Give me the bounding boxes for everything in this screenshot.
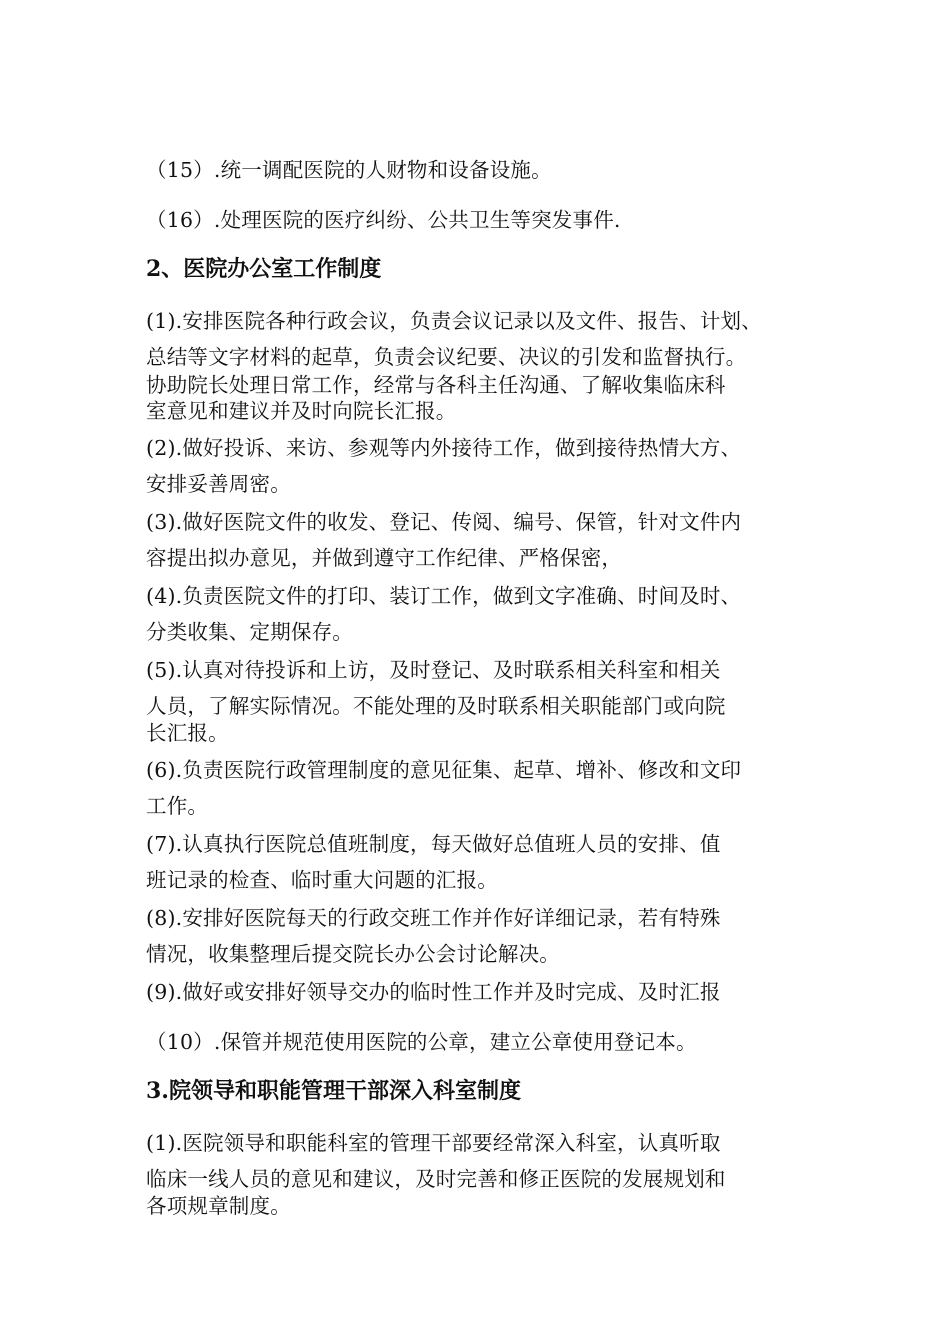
paragraph-line: 班记录的检查、临时重大问题的汇报。 <box>146 867 498 892</box>
paragraph-line: 协助院长处理日常工作，经常与各科主任沟通、了解收集临床科 <box>146 372 726 397</box>
paragraph-line: 容提出拟办意见，并做到遵守工作纪律、严格保密， <box>146 545 623 570</box>
paragraph-line: 各项规章制度。 <box>146 1193 291 1218</box>
paragraph-line: 分类收集、定期保存。 <box>146 619 353 644</box>
section-heading: 3.院领导和职能管理干部深入科室制度 <box>146 1078 521 1104</box>
paragraph-line: (7).认真执行医院总值班制度，每天做好总值班人员的安排、值 <box>146 831 721 856</box>
paragraph-line: (2).做好投诉、来访、参观等内外接待工作，做到接待热情大方、 <box>146 435 742 460</box>
paragraph-line: (3).做好医院文件的收发、登记、传阅、编号、保管，针对文件内 <box>146 509 742 534</box>
paragraph-line: (5).认真对待投诉和上访，及时登记、及时联系相关科室和相关 <box>146 657 721 682</box>
paragraph-line: 总结等文字材料的起草，负责会议纪要、决议的引发和监督执行。 <box>146 344 747 369</box>
paragraph-line: 室意见和建议并及时向院长汇报。 <box>146 398 457 423</box>
paragraph-line: （16）.处理医院的医疗纠纷、公共卫生等突发事件. <box>146 207 621 232</box>
paragraph-line: （10）.保管并规范使用医院的公章，建立公章使用登记本。 <box>146 1029 697 1054</box>
section-heading: 2、医院办公室工作制度 <box>146 256 382 282</box>
paragraph-line: (6).负责医院行政管理制度的意见征集、起草、增补、修改和文印 <box>146 757 742 782</box>
paragraph-line: (4).负责医院文件的打印、装订工作，做到文字准确、时间及时、 <box>146 583 742 608</box>
paragraph-line: 临床一线人员的意见和建议，及时完善和修正医院的发展规划和 <box>146 1166 726 1191</box>
paragraph-line: 工作。 <box>146 793 209 818</box>
paragraph-line: (9).做好或安排好领导交办的临时性工作并及时完成、及时汇报 <box>146 979 721 1004</box>
paragraph-line: (1).安排医院各种行政会议，负责会议记录以及文件、报告、计划、 <box>146 308 762 333</box>
paragraph-line: (1).医院领导和职能科室的管理干部要经常深入科室，认真听取 <box>146 1130 721 1155</box>
paragraph-line: 情况，收集整理后提交院长办公会讨论解决。 <box>146 941 560 966</box>
paragraph-line: 长汇报。 <box>146 720 229 745</box>
paragraph-line: （15）.统一调配医院的人财物和设备设施。 <box>146 157 552 182</box>
paragraph-line: (8).安排好医院每天的行政交班工作并作好详细记录，若有特殊 <box>146 905 721 930</box>
paragraph-line: 人员，了解实际情况。不能处理的及时联系相关职能部门或向院 <box>146 693 726 718</box>
paragraph-line: 安排妥善周密。 <box>146 471 291 496</box>
